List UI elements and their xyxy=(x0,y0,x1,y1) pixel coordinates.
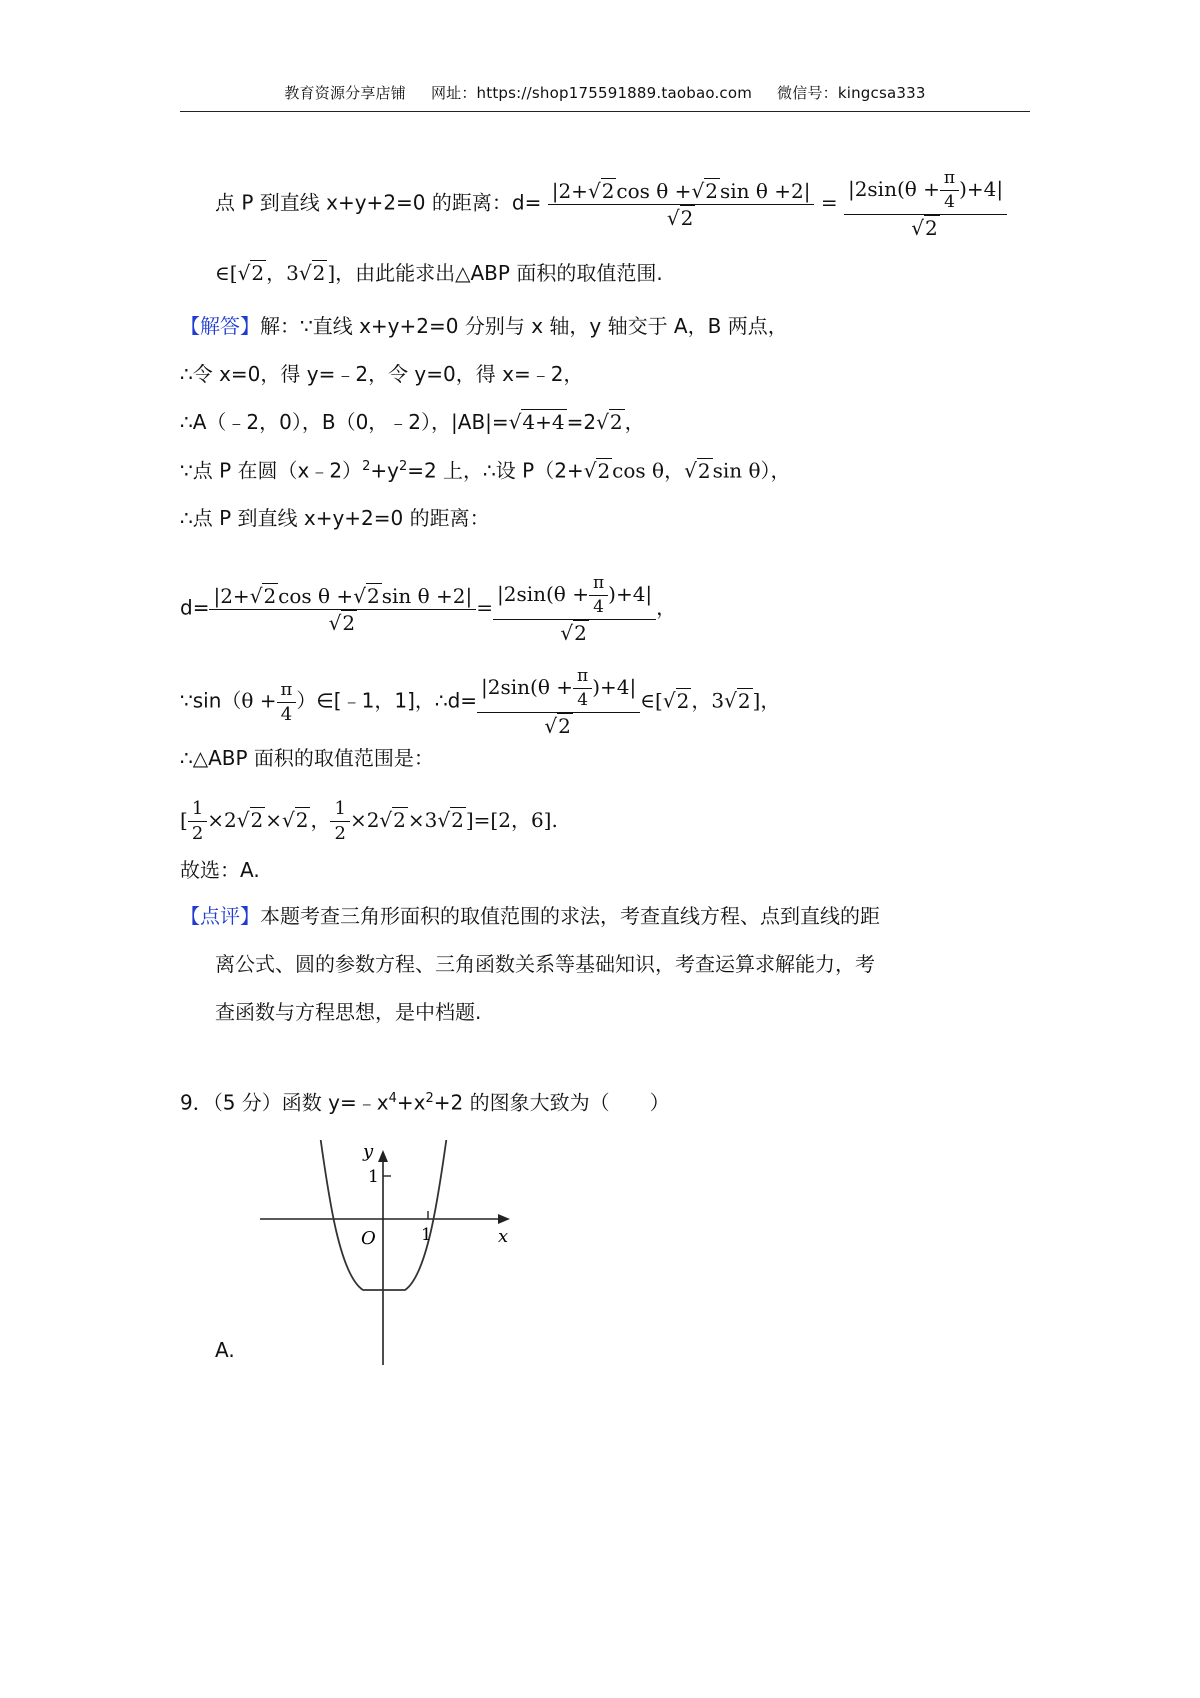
option-a-label: A. xyxy=(215,1338,235,1362)
wechat-id: 微信号：kingcsa333 xyxy=(777,84,926,102)
solution-line-4: ∵点 P 在圆$(x﹣2)^2+y^2=2$ 上，∴设 P（2+√2 cos θ，√2 sin θ）， xyxy=(180,458,791,483)
solution-area-range-line: [ $\frac{1}{2}$ ×2√2 ×√2 ， $\frac{1}{2}$ ×2√2 ×3√2 ]=[2，6]. xyxy=(180,798,558,844)
distance-fraction-3: $\frac{\text{|2+√2 cos θ +√2 sin θ +2|}}{√2}$ xyxy=(209,586,476,633)
solution-line-5: ∴点 P 到直线 x+y+2=0 的距离： xyxy=(180,506,490,530)
analysis-range-line: ∈[√2 ，3√2 ]，由此能求出△ABP 面积的取值范围. xyxy=(215,261,663,285)
solution-answer: 故选：A. xyxy=(180,858,260,882)
x-axis-label: x xyxy=(498,1226,509,1247)
solution-sin-range-line: ∵sin（θ + $\frac{\pi}{4}$ ）∈[﹣1，1]，∴d= |2sin(θ + $\frac{\pi}{4}$ )+4| √2 ∈[√2 ，3√2 ]， xyxy=(180,666,781,738)
origin-label: O xyxy=(361,1228,376,1249)
shop-name: 教育资源分享店铺 xyxy=(284,84,406,102)
y-axis-label: y xyxy=(363,1141,374,1162)
header-divider xyxy=(180,111,1030,112)
shop-url: 网址：https://shop175591889.taobao.com xyxy=(430,84,753,102)
y-tick-label: 1 xyxy=(368,1167,379,1187)
solution-tag: 【解答】 xyxy=(180,314,260,338)
distance-fraction-4: |2sin(θ + $\frac{\pi}{4}$ )+4| √2 xyxy=(493,575,656,643)
comment-line-3: 查函数与方程思想，是中档题. xyxy=(215,1000,482,1024)
x-tick-label: 1 xyxy=(421,1225,432,1245)
question-9-stem: 9．（5 分）函数 $y=﹣x^4+x^2+2$ 的图象大致为（ ） xyxy=(180,1090,670,1115)
solution-line-3: ∴A（﹣2，0），B（0，﹣2），|AB|=√4+4 =2√2 ， xyxy=(180,410,645,434)
page-header xyxy=(180,82,1030,103)
solution-line-1: 【解答】解：∵直线 x+y+2=0 分别与 x 轴，y 轴交于 A，B 两点， xyxy=(180,314,788,338)
distance-fraction-2: |2sin(θ + $\frac{\pi}{4}$ )+4| √2 xyxy=(844,170,1007,238)
comment-tag: 【点评】 xyxy=(180,904,260,928)
comment-line-2: 离公式、圆的参数方程、三角函数关系等基础知识，考查运算求解能力，考 xyxy=(215,952,875,976)
solution-line-8: ∴△ABP 面积的取值范围是： xyxy=(180,746,434,770)
distance-fraction-1: $\frac{\text{|2+√2 cos θ +√2 sin θ +2|}}{√2}$ xyxy=(548,181,815,228)
x-axis-arrow-icon xyxy=(498,1214,510,1224)
solution-distance-line: d= $\frac{\text{|2+√2 cos θ +√2 sin θ +2|}}{√2}$ = |2sin(θ + $\frac{\pi}{4}$ )+4| √2 ， xyxy=(180,573,677,645)
solution-line-2: ∴令 x=0，得 y=﹣2，令 y=0，得 x=﹣2， xyxy=(180,362,584,386)
analysis-distance-line: 点 P 到直线 x+y+2=0 的距离：d= $\frac{\text{|2+√2 cos θ +√2 sin θ +2|}}{√2}$ = |2sin(θ + $\frac{\pi}{4}$ )+4| √2 xyxy=(215,170,1007,238)
distance-fraction-5: |2sin(θ + $\frac{\pi}{4}$ )+4| √2 xyxy=(477,668,640,736)
y-axis-arrow-icon xyxy=(378,1150,388,1162)
analysis-distance-prefix: 点 P 到直线 x+y+2=0 的距离：d= xyxy=(215,190,542,215)
option-a-graph xyxy=(255,1140,525,1365)
comment-line-1: 【点评】本题考查三角形面积的取值范围的求法，考查直线方程、点到直线的距 xyxy=(180,904,880,928)
